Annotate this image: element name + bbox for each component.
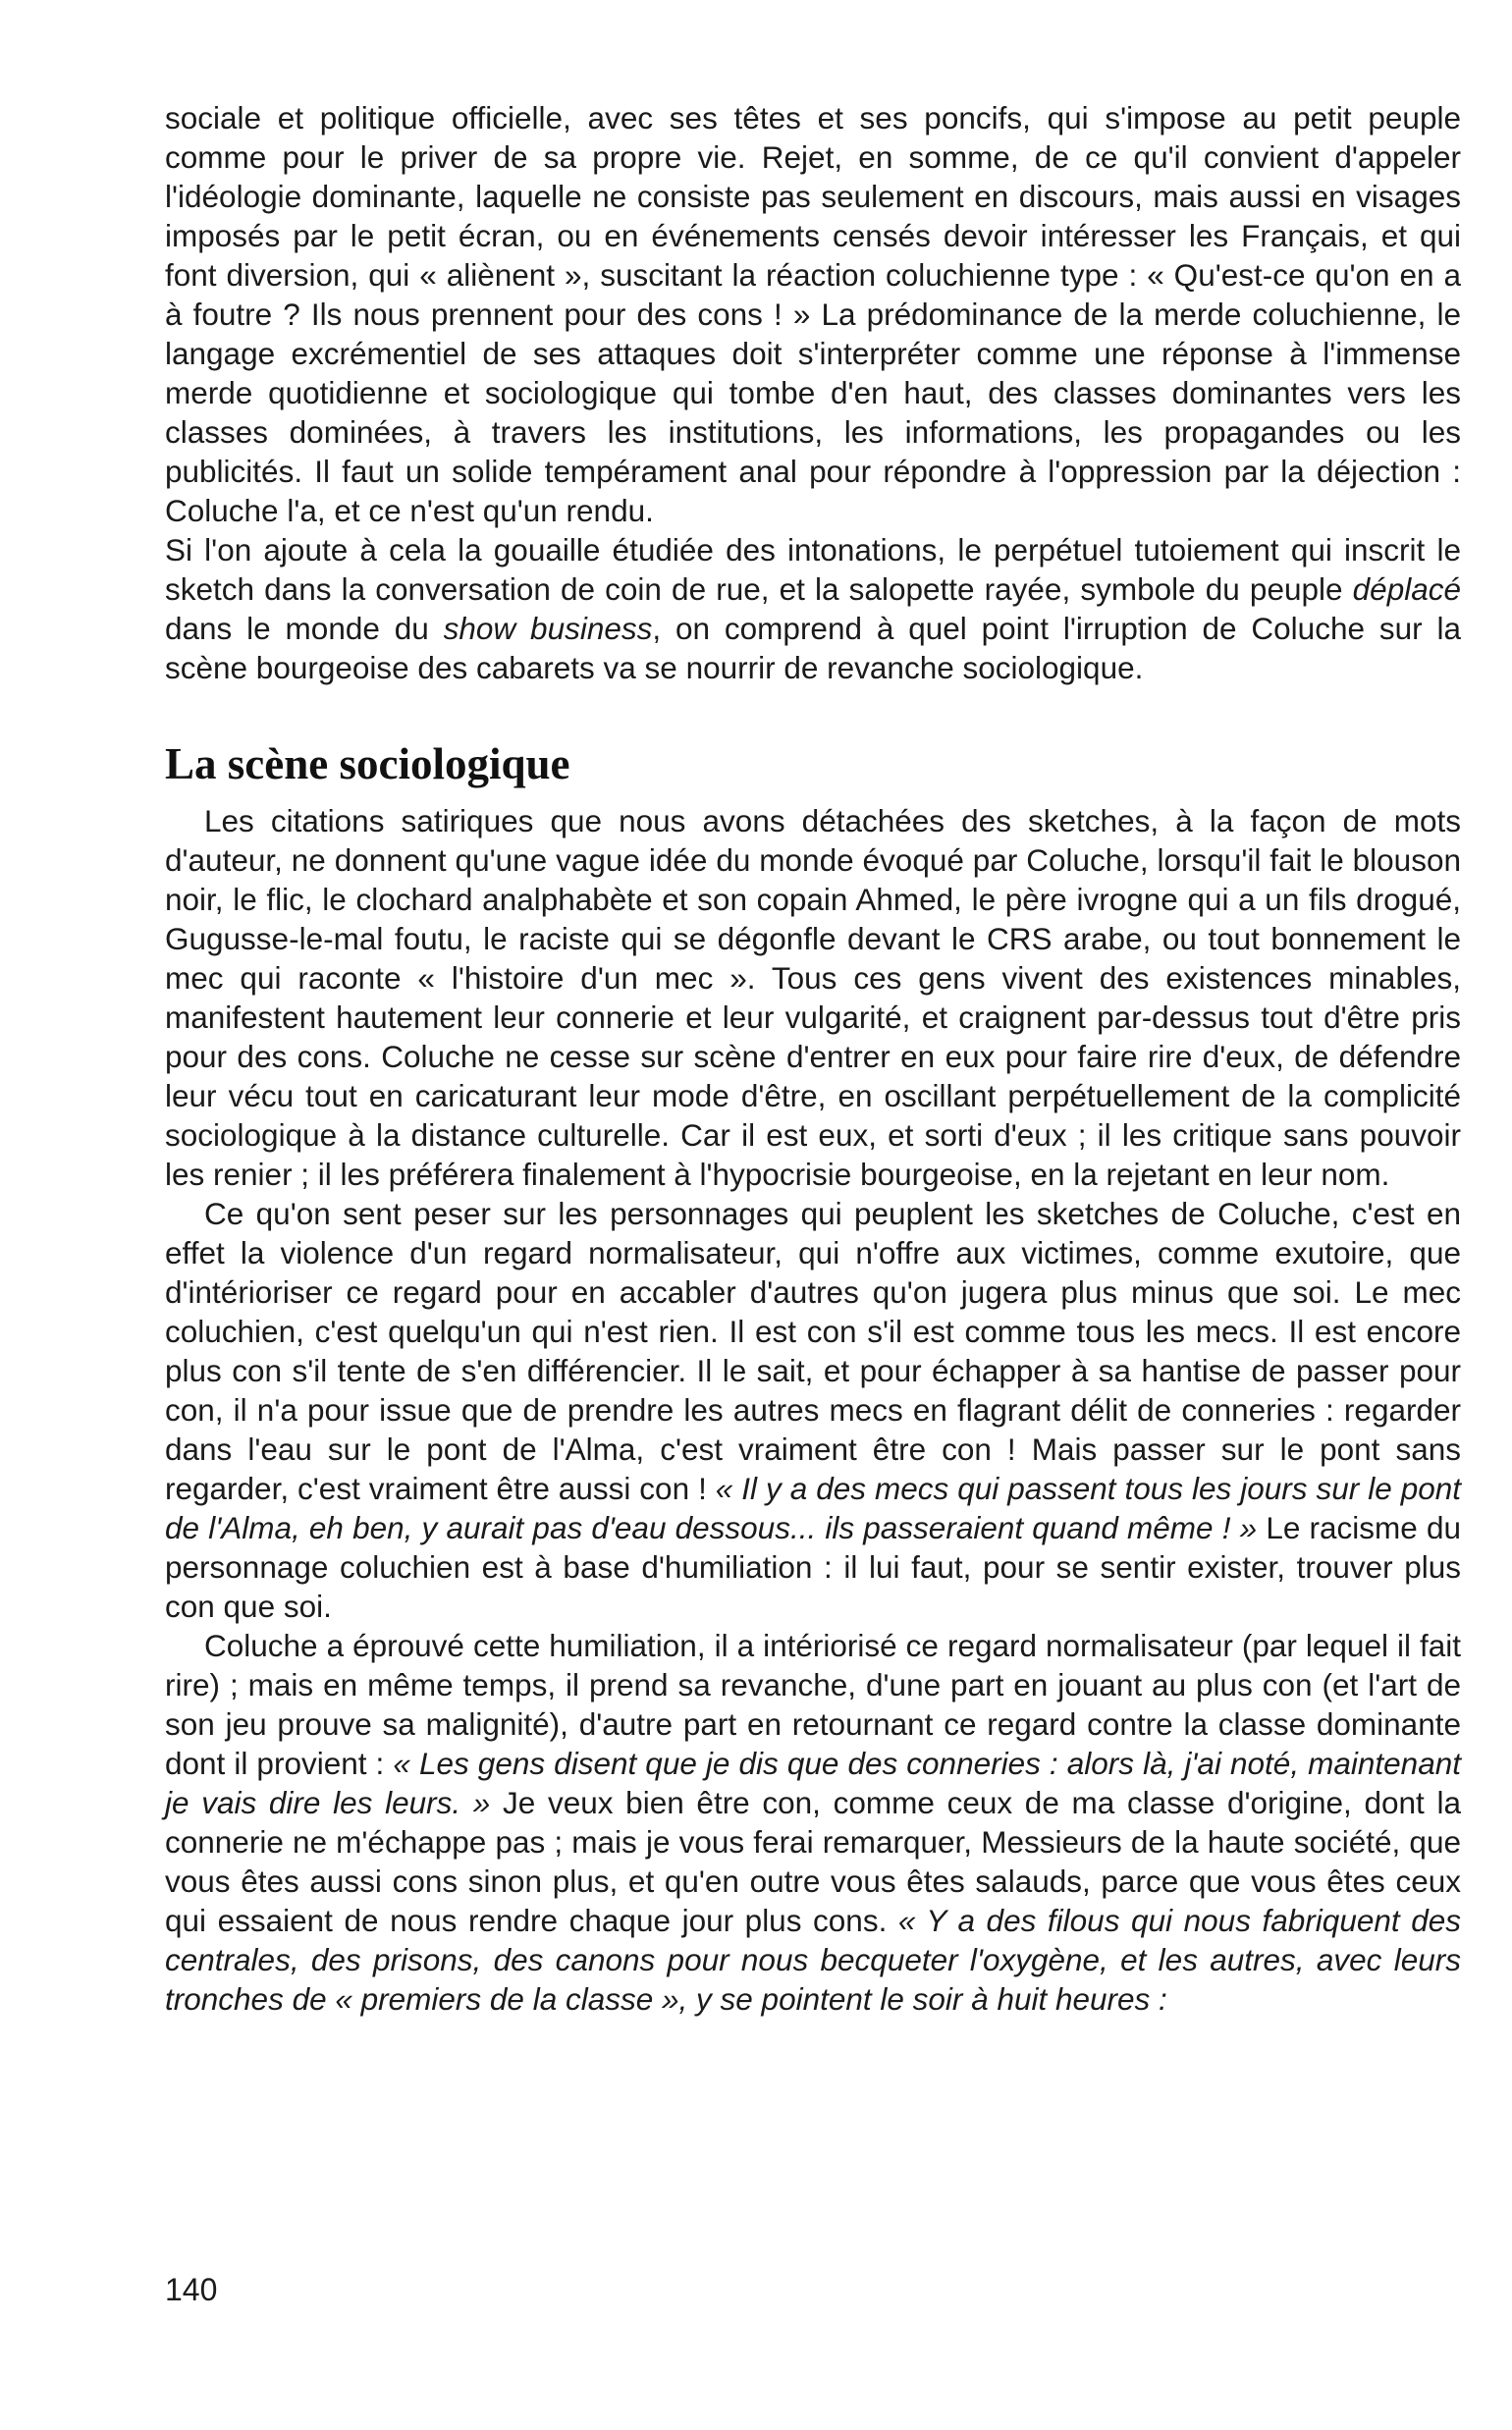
- text-run: Les citations satiriques que nous avons détachées des sketches, à la façon de mots d'auteur, ne donnent qu'une vague idée du monde évoqué par Coluche, lorsqu'il fait le blouson noir, le flic, le clochard analphabète et son copain Ahmed, le père ivrogne qui a un fils drogué, Gugusse-le-mal foutu, le raciste qui se dégonfle devant le CRS arabe, ou tout bonnement le mec qui raconte « l'histoire d'un mec ». Tous ces gens vivent des existences minables, manifestent hautement leur connerie et leur vulgarité, et craignent par-dessus tout d'être pris pour des cons. Coluche ne cesse sur scène d'entrer en eux pour faire rire d'eux, de défendre leur vécu tout en caricaturant leur mode d'être, en oscillant perpétuellement de la complicité sociologique à la distance culturelle. Car il est eux, et sorti d'eux ; il les critique sans pouvoir les renier ; il les préférera finalement à l'hypocrisie bourgeoise, en la rejetant en leur nom.: [165, 803, 1461, 1192]
- italic-quote: « Y a des filous qui nous fabriquent des centrales, des prisons, des canons pour nous becqueter l'oxygène, et les autres, avec leurs tronches de « premiers de la classe », y se pointent le soir à huit heures :: [165, 1903, 1461, 2017]
- paragraph: [165, 530, 1461, 687]
- text-run: Je veux bien être con, comme ceux de ma classe d'origine, dont la connerie ne m'échappe pas ; mais je vous ferai remarquer, Messieurs de la haute société, que vous êtes aussi cons sinon plus, et qu'en outre vous êtes salauds, parce que vous êtes ceux qui essaient de nous rendre chaque jour plus cons.: [165, 1785, 1461, 1938]
- section-title: La scène sociologique: [165, 739, 570, 788]
- text-run: Le racisme du personnage coluchien est à base d'humiliation : il lui faut, pour se sentir exister, trouver plus con que soi.: [165, 1510, 1461, 1624]
- text-run: , on comprend à quel point l'irruption de Coluche sur la scène bourgeoise des cabarets va se nourrir de revanche sociologique.: [165, 611, 1461, 685]
- italic-quote: « Il y a des mecs qui passent tous les jours sur le pont de l'Alma, eh ben, y aurait pas d'eau dessous... ils passeraient quand même ! »: [165, 1471, 1462, 1545]
- page-number: 140: [165, 2272, 218, 2307]
- paragraph: [165, 801, 1461, 1194]
- text-block-top: [165, 98, 1461, 687]
- text-run: Si l'on ajoute à cela la gouaille étudiée des intonations, le perpétuel tutoiement qui inscrit le sketch dans la conversation de coin de rue, et la salopette rayée, symbole du peuple: [165, 532, 1461, 607]
- text-run: Coluche a éprouvé cette humiliation, il a intériorisé ce regard normalisateur (par lequel il fait rire) ; mais en même temps, il prend sa revanche, d'une part en jouant au plus con (et l'art de son jeu prouve sa malignité), d'autre part en retournant ce regard contre la classe dominante dont il provient :: [165, 1628, 1461, 1781]
- text-run: dans le monde du: [165, 611, 444, 646]
- italic-quote: « Les gens disent que je dis que des conneries : alors là, j'ai noté, maintenant je vais dire les leurs. »: [165, 1746, 1461, 1820]
- page-body: [165, 98, 1461, 2019]
- paragraph: [165, 1626, 1461, 2019]
- italic-quote: déplacé: [1352, 571, 1461, 607]
- italic-quote: show business: [443, 611, 653, 646]
- text-block-section: [165, 801, 1461, 2019]
- text-run: sociale et politique officielle, avec ses têtes et ses poncifs, qui s'impose au petit peuple comme pour le priver de sa propre vie. Rejet, en somme, de ce qu'il convient d'appeler l'idéologie dominante, laquelle ne consiste pas seulement en discours, mais aussi en visages imposés par le petit écran, ou en événements censés devoir intéresser les Français, et qui font diversion, qui « aliènent », suscitant la réaction coluchienne type : « Qu'est-ce qu'on en a à foutre ? Ils nous prennent pour des cons ! » La prédominance de la merde coluchienne, le langage excrémentiel de ses attaques doit s'interpréter comme une réponse à l'immense merde quotidienne et sociologique qui tombe d'en haut, des classes dominantes vers les classes dominées, à travers les institutions, les informations, les propagandes ou les publicités. Il faut un solide tempérament anal pour répondre à l'oppression par la déjection : Coluche l'a, et ce n'est qu'un rendu.: [165, 100, 1461, 528]
- paragraph: [165, 1194, 1461, 1626]
- paragraph: [165, 98, 1461, 530]
- text-run: Ce qu'on sent peser sur les personnages qui peuplent les sketches de Coluche, c'est en effet la violence d'un regard normalisateur, qui n'offre aux victimes, comme exutoire, que d'intérioriser ce regard pour en accabler d'autres qu'on jugera plus minus que soi. Le mec coluchien, c'est quelqu'un qui n'est rien. Il est con s'il est comme tous les mecs. Il est encore plus con s'il tente de s'en différencier. Il le sait, et pour échapper à sa hantise de passer pour con, il n'a pour issue que de prendre les autres mecs en flagrant délit de conneries : regarder dans l'eau sur le pont de l'Alma, c'est vraiment être con ! Mais passer sur le pont sans regarder, c'est vraiment être aussi con !: [165, 1196, 1461, 1506]
